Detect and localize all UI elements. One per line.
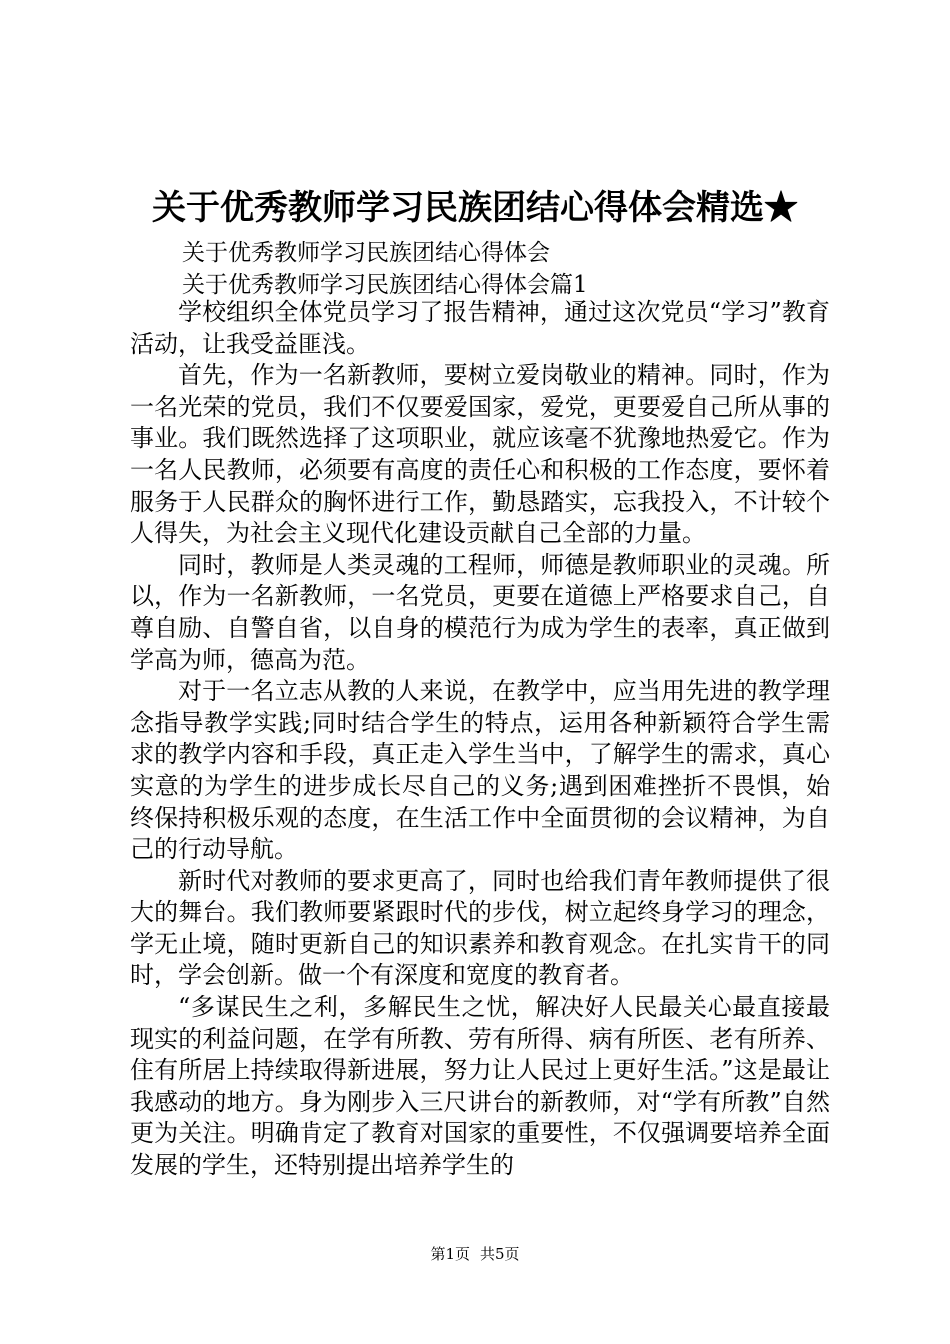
page-total: 共5页 [480,1245,520,1263]
paragraph: 对于一名立志从教的人来说，在教学中，应当用先进的教学理念指导教学实践;同时结合学生的特点，运用各种新颖符合学生需求的教学内容和手段，真正走入学生当中，了解学生的需求，真心实意的为学生的进步成长尽自己的义务;遇到困难挫折不畏惧，始终保持积极乐观的态度，在生活工作中全面贯彻的会议精神，为自己的行动导航。 [130,677,830,864]
paragraph: 同时，教师是人类灵魂的工程师，师德是教师职业的灵魂。所以，作为一名新教师，一名党员，更要在道德上严格要求自己，自尊自励、自警自省，以自身的模范行为成为学生的表率，真正做到学高为师，德高为范。 [130,550,830,674]
paragraph: 新时代对教师的要求更高了，同时也给我们青年教师提供了很大的舞台。我们教师要紧跟时代的步伐，树立起终身学习的理念，学无止境，随时更新自己的知识素养和教育观念。在扎实肯干的同时，学会创新。做一个有深度和宽度的教育者。 [130,866,830,990]
page-number: 第1页 [430,1245,470,1263]
paragraph: “多谋民生之利，多解民生之忧，解决好人民最关心最直接最现实的利益问题，在学有所教、劳有所得、病有所医、老有所养、住有所居上持续取得新进展，努力让人民过上更好生活。”这是最让我感动的地方。身为刚步入三尺讲台的新教师，对“学有所教”自然更为关注。明确肯定了教育对国家的重要性，不仅强调要培养全面发展的学生，还特别提出培养学生的 [130,993,830,1180]
document-title: 关于优秀教师学习民族团结心得体会精选★ [152,188,798,228]
page-footer [0,1244,950,1264]
document-subtitle: 关于优秀教师学习民族团结心得体会 [182,240,550,266]
section-heading: 关于优秀教师学习民族团结心得体会篇1 [182,272,588,298]
document-body [130,297,830,1182]
paragraph: 学校组织全体党员学习了报告精神，通过这次党员“学习”教育活动，让我受益匪浅。 [130,298,830,358]
paragraph: 首先，作为一名新教师，要树立爱岗敬业的精神。同时，作为一名光荣的党员，我们不仅要爱国家，爱党，更要爱自己所从事的事业。我们既然选择了这项职业，就应该毫不犹豫地热爱它。作为一名人民教师，必须要有高度的责任心和积极的工作态度，要怀着服务于人民群众的胸怀进行工作，勤恳踏实，忘我投入，不计较个人得失，为社会主义现代化建设贡献自己全部的力量。 [130,361,830,548]
